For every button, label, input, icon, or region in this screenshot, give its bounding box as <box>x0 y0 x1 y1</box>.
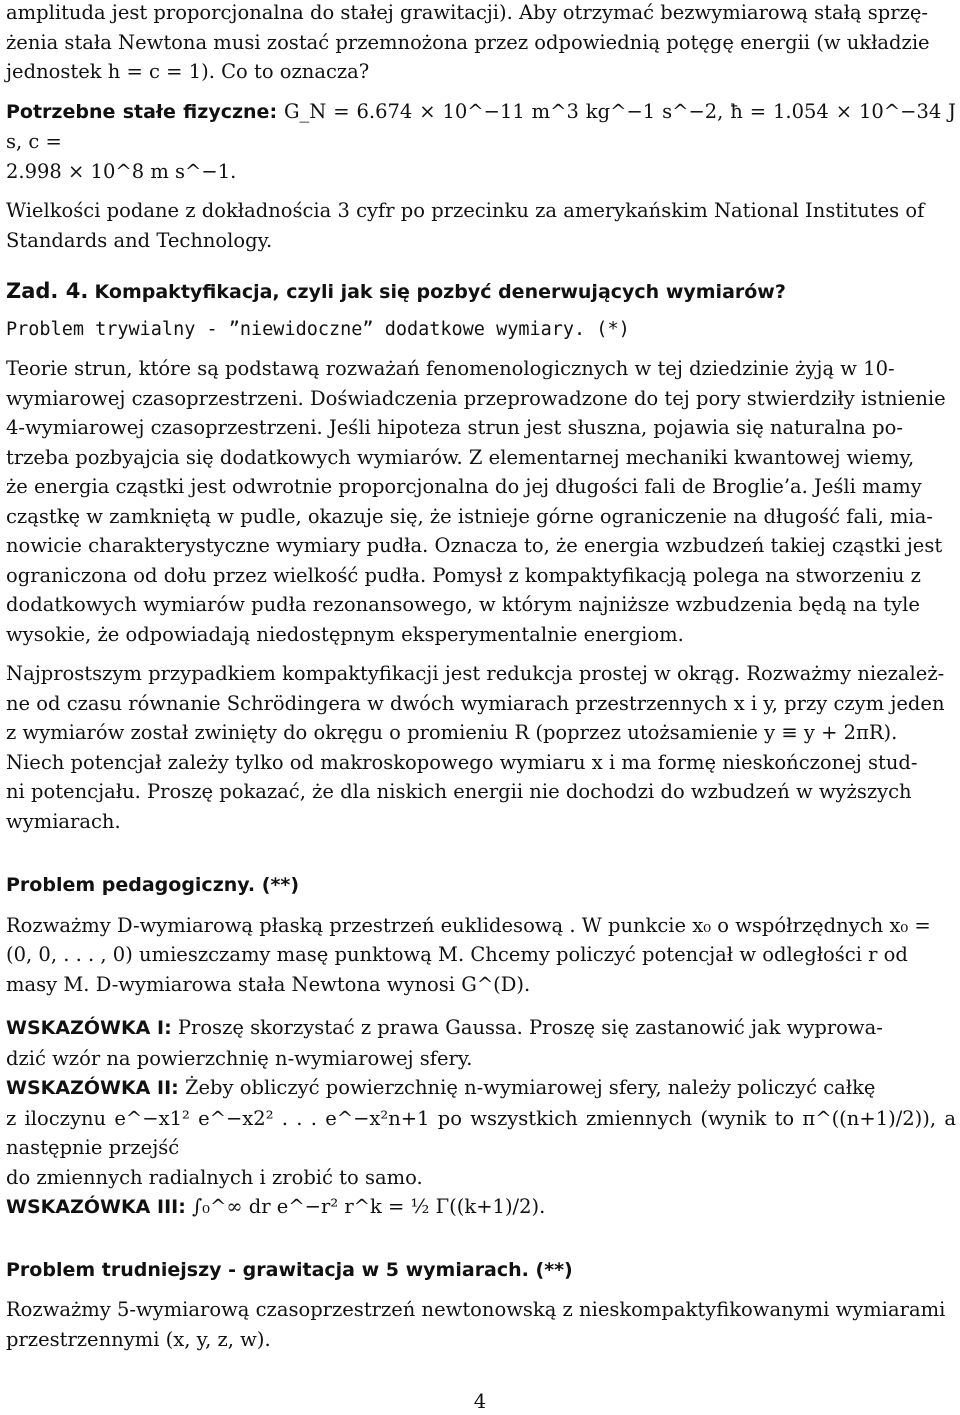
dspace-line-2: (0, 0, . . . , 0) umieszczamy masę punktową M. Chcemy policzyć potencjał w odległości r od <box>6 943 908 966</box>
strings-line-4: trzeba pozbyajcia się dodatkowych wymiarów. Z elementarnej mechaniki kwantowej wiemy, <box>6 445 915 469</box>
circle-line-5: ni potencjału. Proszę pokazać, że dla niskich energii nie dochodzi do wzbudzeń w wyższych <box>6 780 912 803</box>
hint1-text: Proszę skorzystać z prawa Gaussa. Proszę się zastanowić jak wyprowa- <box>177 1016 883 1039</box>
zad4-heading-line <box>6 277 956 308</box>
strings-line-7: nowicie charakterystyczne wymiary pudła. Oznacza to, że energia wzbudzeń takiej cząstki jest <box>6 534 943 557</box>
hint3-formula: ∫₀^∞ dr e^−r² r^k = ½ Γ((k+1)/2). <box>192 1195 546 1218</box>
hint2-text: Żeby obliczyć powierzchnię n-wymiarowej sfery, należy policzyć całkę <box>184 1076 876 1099</box>
intro-paragraph <box>6 0 956 87</box>
circle-line-2: ne od czasu równanie Schrödingera w dwóch wymiarach przestrzennych x i y, przy czym jeden <box>6 691 945 715</box>
trivial-problem-heading <box>6 314 956 345</box>
fived-paragraph <box>6 1295 956 1354</box>
strings-paragraph <box>6 354 956 649</box>
harder-heading <box>6 1255 956 1286</box>
strings-line-1: Teorie strun, które są podstawą rozważań fenomenologicznych w tej dziedzinie żyją w 10- <box>6 357 895 380</box>
zad4-title: Kompaktyfikacja, czyli jak się pozbyć denerwujących wymiarów? <box>94 281 786 303</box>
trivial-problem-title: Problem trywialny - ”niewidoczne” dodatkowe wymiary. (*) <box>6 318 630 340</box>
hint1-paragraph <box>6 1013 956 1073</box>
strings-line-5: że energia cząstki jest odwrotnie proporcjonalna do jej długości fali de Broglie’a. Jeśli mamy <box>6 475 922 498</box>
hint1-line-2: dzić wzór na powierzchnię n-wymiarowej sfery. <box>6 1046 473 1070</box>
dspace-line-1: Rozważmy D-wymiarową płaską przestrzeń euklidesową . W punkcie x₀ o współrzędnych x₀ = <box>6 913 931 937</box>
circle-line-1: Najprostszym przypadkiem kompaktyfikacji jest redukcja prostej w okrąg. Rozważmy niezależ- <box>6 662 945 685</box>
strings-line-6: cząstkę w zamkniętą w pudle, okazuje się, że istnieje górne ograniczenie na długość fali, mia- <box>6 504 933 528</box>
precision-line-1: Wielkości podane z dokładnościa 3 cyfr po przecinku za amerykańskim National Institutes of <box>6 199 925 222</box>
strings-line-3: 4-wymiarowej czasoprzestrzeni. Jeśli hipoteza strun jest słuszna, pojawia się naturalna po- <box>6 416 903 439</box>
intro-line-3: jednostek h = c = 1). Co to oznacza? <box>6 60 370 83</box>
harder-problem-title: Problem trudniejszy - grawitacja w 5 wymiarach. (**) <box>6 1258 573 1281</box>
hint2-line-2: z iloczynu e^−x1² e^−x2² . . . e^−x²n+1 po wszystkich zmiennych (wynik to π^((n+1)/2)), a następnie przejść <box>6 1106 956 1159</box>
constants-label: Potrzebne stałe fizyczne: <box>6 100 278 123</box>
constants-line-2: 2.998 × 10^8 m s^−1. <box>6 159 237 183</box>
fived-line-1: Rozważmy 5-wymiarową czasoprzestrzeń newtonowską z nieskompaktyfikowanymi wymiarami <box>6 1298 946 1321</box>
intro-line-1: amplituda jest proporcjonalna do stałej grawitacji). Aby otrzymać bezwymiarową stałą sprzę- <box>6 1 928 24</box>
hint2-label: WSKAZÓWKA II: <box>6 1077 179 1099</box>
fived-line-2: przestrzennymi (x, y, z, w). <box>6 1327 271 1351</box>
hint2-paragraph <box>6 1073 956 1192</box>
strings-line-10: wysokie, że odpowiadają niedostępnym eksperymentalnie energiom. <box>6 622 684 646</box>
dspace-line-3: masy M. D-wymiarowa stała Newtona wynosi G^(D). <box>6 972 531 996</box>
precision-line-2: Standards and Technology. <box>6 228 273 252</box>
strings-line-9: dodatkowych wymiarów pudła rezonansowego, w którym najniższe wzbudzenia będą na tyle <box>6 593 920 616</box>
constants-line-1: G_N = 6.674 × 10^−11 m^3 kg^−1 s^−2, ħ = 1.054 × 10^−34 J s, c = <box>6 99 956 153</box>
circle-line-6: wymiarach. <box>6 809 121 833</box>
hint3-paragraph <box>6 1192 956 1223</box>
dspace-paragraph <box>6 911 956 1000</box>
strings-line-8: ograniczona od dołu przez wielkość pudła. Pomysł z kompaktyfikacją polega na stworzeniu z <box>6 563 921 587</box>
pedagogical-problem-title: Problem pedagogiczny. (**) <box>6 874 299 896</box>
hint3-label: WSKAZÓWKA III: <box>6 1196 186 1218</box>
strings-line-2: wymiarowej czasoprzestrzeni. Doświadczenia przeprowadzone do tej pory stwierdziły istnienie <box>6 386 946 410</box>
precision-paragraph <box>6 196 956 255</box>
hint2-line-3: do zmiennych radialnych i zrobić to samo. <box>6 1165 423 1189</box>
intro-line-2: żenia stała Newtona musi zostać przemnożona przez odpowiednią potęgę energii (w układzie <box>6 30 930 54</box>
zad4-number: Zad. 4. <box>6 279 89 303</box>
circle-line-4: Niech potencjał zależy tylko od makroskopowego wymiaru x i ma formę nieskończonej stud- <box>6 750 918 774</box>
document-page <box>6 0 956 1354</box>
hint1-label: WSKAZÓWKA I: <box>6 1017 172 1039</box>
circle-paragraph <box>6 659 956 836</box>
constants-paragraph <box>6 97 956 187</box>
circle-line-3: z wymiarów został zwinięty do okręgu o promieniu R (poprzez utożsamienie y ≡ y + 2πR). <box>6 721 898 744</box>
page-number: 4 <box>473 1390 487 1413</box>
pedagogical-heading <box>6 870 956 901</box>
